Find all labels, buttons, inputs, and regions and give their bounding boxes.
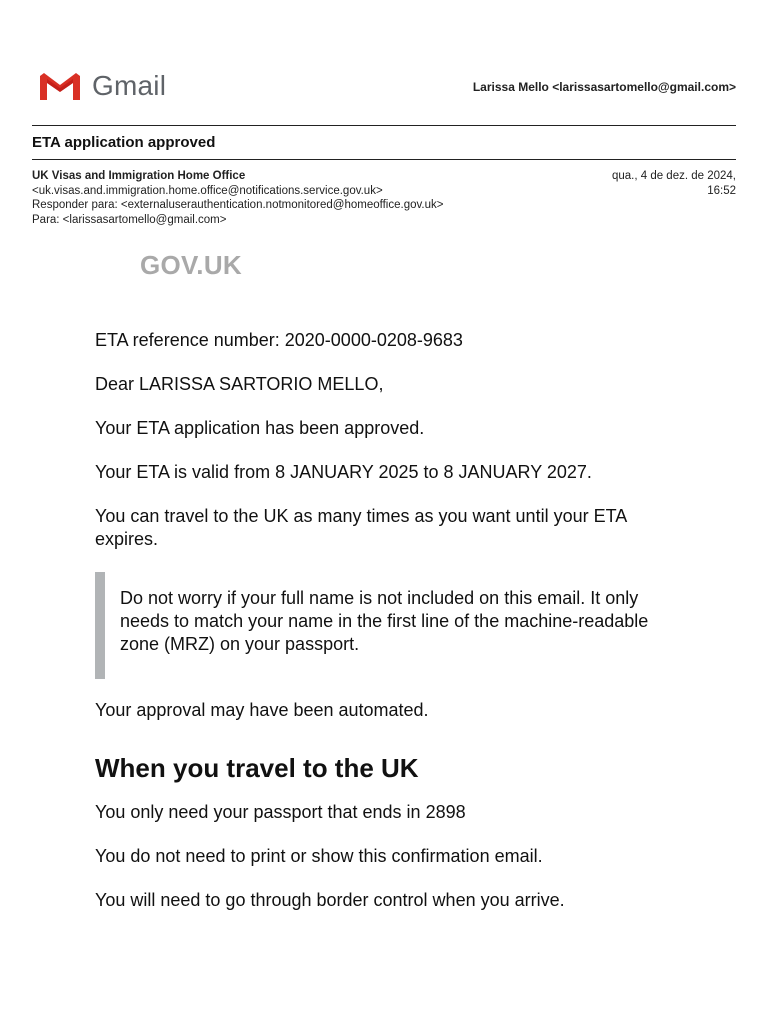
eta-reference: ETA reference number: 2020-0000-0208-9683 (95, 330, 463, 350)
sender-address: <uk.visas.and.immigration.home.office@notifications.service.gov.uk> (32, 184, 383, 197)
section-heading: When you travel to the UK (95, 753, 419, 783)
passport-statement: You only need your passport that ends in 2898 (95, 802, 466, 822)
gmail-header (32, 66, 736, 108)
govuk-brand: GOV.UK (140, 250, 242, 280)
print-statement: You do not need to print or show this confirmation email. (95, 846, 543, 866)
header-divider (32, 125, 736, 126)
border-statement: You will need to go through border control when you arrive. (95, 890, 565, 910)
greeting: Dear LARISSA SARTORIO MELLO, (95, 374, 384, 394)
reply-to: Responder para: <externaluserauthentication.notmonitored@homeoffice.gov.uk> (32, 199, 444, 211)
gmail-wordmark: Gmail (92, 70, 167, 101)
email-date-time: 16:52 (707, 184, 736, 197)
approval-statement: Your ETA application has been approved. (95, 418, 425, 438)
gmail-logo (38, 70, 166, 102)
recipient: Para: <larissasartomello@gmail.com> (32, 213, 227, 226)
subject-divider (32, 159, 736, 160)
email-date (612, 169, 736, 198)
inset-notice (95, 572, 670, 679)
gmail-logo-icon (38, 70, 82, 102)
automated-statement: Your approval may have been automated. (95, 700, 429, 720)
email-meta (32, 169, 736, 227)
email-subject: ETA application approved (32, 134, 216, 151)
validity-statement: Your ETA is valid from 8 JANUARY 2025 to 8 JANUARY 2027. (95, 462, 592, 482)
travel-statement: You can travel to the UK as many times as you want until your ETA expires. (95, 506, 627, 549)
inset-text: Do not worry if your full name is not included on this email. It only needs to match your name in the first line of the machine-readable zone (MRZ) on your passport. (120, 588, 649, 654)
email-date-day: qua., 4 de dez. de 2024, (611, 170, 736, 182)
account-label: Larissa Mello <larissasartomello@gmail.com> (472, 80, 736, 94)
sender-name: UK Visas and Immigration Home Office (32, 170, 246, 182)
